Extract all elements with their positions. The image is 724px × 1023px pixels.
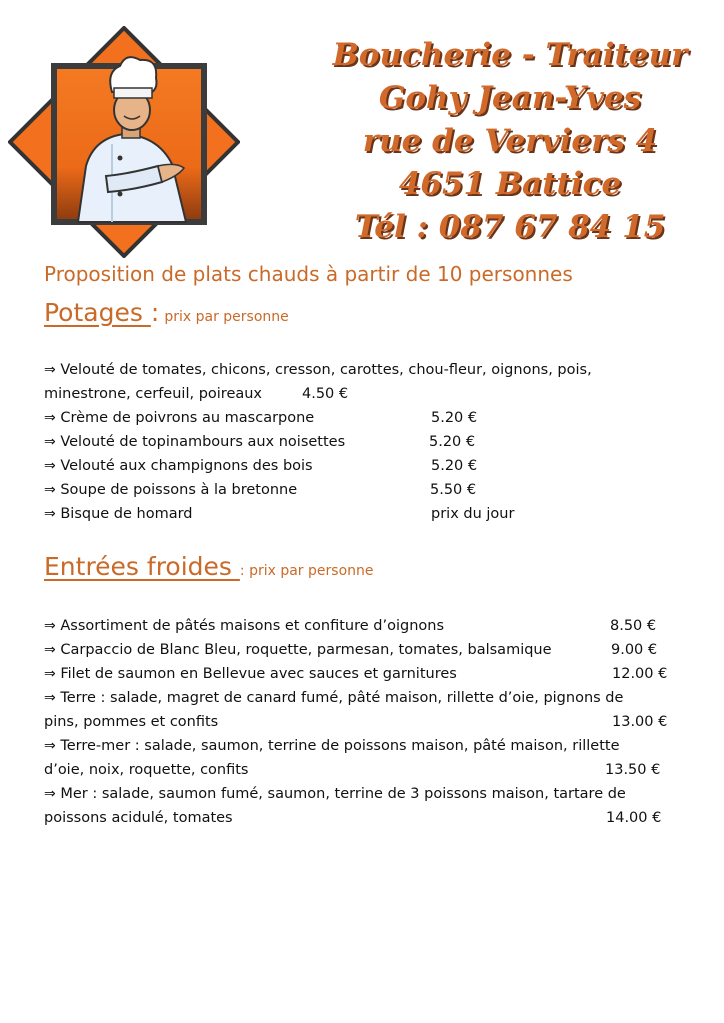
list-item: ⇒ Filet de saumon en Bellevue avec sauces et garnitures: [44, 666, 457, 682]
list-item: pins, pommes et confits: [44, 714, 219, 730]
item-price: 8.50 €: [610, 618, 657, 634]
list-item: ⇒ Bisque de homard: [44, 506, 193, 522]
header-line-business-type: Boucherie - Traiteur: [332, 37, 688, 73]
potages-title: Potages: [44, 298, 151, 327]
double-arrow-icon: ⇒: [44, 434, 56, 450]
double-arrow-icon: ⇒: [44, 642, 56, 658]
double-arrow-icon: ⇒: [44, 410, 56, 426]
list-item: ⇒ Terre-mer : salade, saumon, terrine de poissons maison, pâté maison, rillette: [44, 738, 620, 754]
item-price: 5.20 €: [429, 434, 476, 450]
list-item: ⇒ Velouté de tomates, chicons, cresson, carottes, chou-fleur, oignons, pois,: [44, 362, 592, 378]
potages-heading: [44, 298, 289, 327]
entrees-heading: [44, 552, 374, 581]
header-line-street: rue de Verviers 4: [362, 123, 658, 159]
double-arrow-icon: ⇒: [44, 666, 56, 682]
double-arrow-icon: ⇒: [44, 458, 56, 474]
list-item: d’oie, noix, roquette, confits: [44, 762, 249, 778]
list-item: ⇒ Crème de poivrons au mascarpone: [44, 410, 315, 426]
item-price: 14.00 €: [606, 810, 662, 826]
list-item: ⇒ Terre : salade, magret de canard fumé, pâté maison, rillette d’oie, pignons de: [44, 690, 624, 706]
double-arrow-icon: ⇒: [44, 482, 56, 498]
potages-subtitle: prix par personne: [164, 309, 289, 325]
header-line-owner: Gohy Jean-Yves: [378, 80, 642, 116]
list-item: ⇒ Mer : salade, saumon fumé, saumon, terrine de 3 poissons maison, tartare de: [44, 786, 626, 802]
double-arrow-icon: ⇒: [44, 618, 56, 634]
item-price: 9.00 €: [611, 642, 658, 658]
item-price: 13.00 €: [612, 714, 668, 730]
item-price: prix du jour: [431, 506, 515, 522]
double-arrow-icon: ⇒: [44, 786, 56, 802]
item-price: 5.20 €: [431, 410, 478, 426]
double-arrow-icon: ⇒: [44, 362, 56, 378]
list-item: ⇒ Carpaccio de Blanc Bleu, roquette, parmesan, tomates, balsamique: [44, 642, 552, 658]
business-header: [300, 34, 720, 249]
list-item: ⇒ Soupe de poissons à la bretonne: [44, 482, 298, 498]
list-item: poissons acidulé, tomates: [44, 810, 233, 826]
header-line-phone: Tél : 087 67 84 15: [354, 209, 666, 245]
intro-text: Proposition de plats chauds à partir de 10 personnes: [44, 262, 573, 286]
list-item: ⇒ Velouté de topinambours aux noisettes: [44, 434, 346, 450]
item-price: 5.50 €: [430, 482, 477, 498]
list-item: minestrone, cerfeuil, poireaux: [44, 386, 263, 402]
item-price: 4.50 €: [302, 386, 349, 402]
double-arrow-icon: ⇒: [44, 506, 56, 522]
item-price: 13.50 €: [605, 762, 661, 778]
chef-logo-icon: [8, 26, 240, 258]
item-price: 5.20 €: [431, 458, 478, 474]
list-item: ⇒ Velouté aux champignons des bois: [44, 458, 313, 474]
potages-colon: :: [150, 298, 160, 327]
double-arrow-icon: ⇒: [44, 690, 56, 706]
item-price: 12.00 €: [612, 666, 668, 682]
header-line-city: 4651 Battice: [398, 166, 622, 202]
double-arrow-icon: ⇒: [44, 738, 56, 754]
entrees-title: Entrées froides: [44, 552, 240, 581]
entrees-subtitle: : prix par personne: [239, 563, 374, 579]
list-item: ⇒ Assortiment de pâtés maisons et confiture d’oignons: [44, 618, 445, 634]
